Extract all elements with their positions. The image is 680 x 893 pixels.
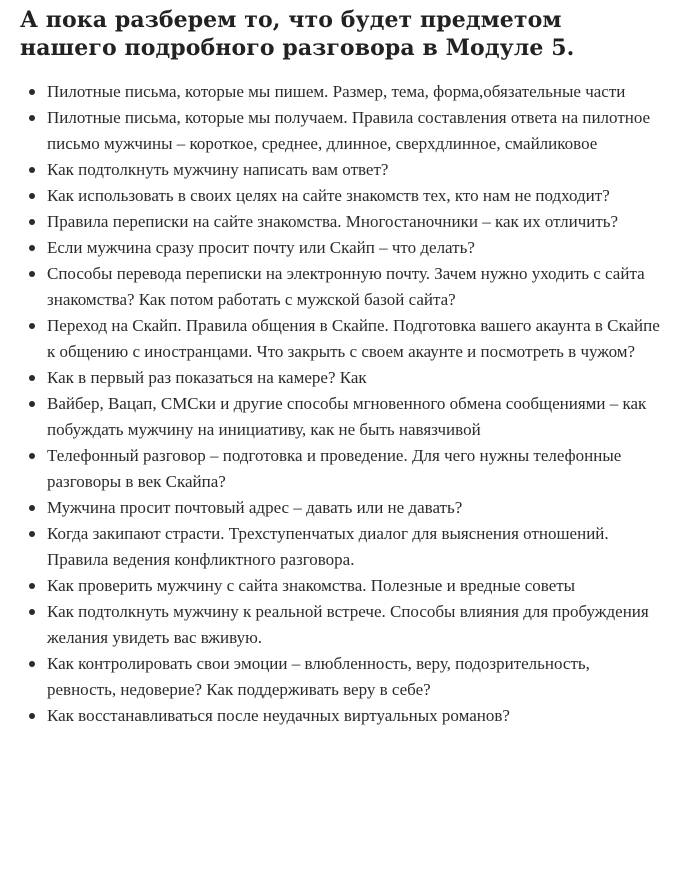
bullet-icon	[29, 115, 35, 121]
list-item	[20, 521, 662, 573]
list-item-text: Пилотные письма, которые мы пишем. Размер, тема, форма,обязательные части	[47, 82, 626, 101]
list-item-text: Если мужчина сразу просит почту или Скайп – что делать?	[47, 238, 475, 257]
bullet-icon	[29, 713, 35, 719]
list-item	[20, 183, 662, 209]
bullet-icon	[29, 583, 35, 589]
list-item	[20, 209, 662, 235]
bullet-icon	[29, 323, 35, 329]
list-item-text: Когда закипают страсти. Трехступенчатых диалог для выяснения отношений. Правила ведения конфликтного разговора.	[47, 524, 609, 569]
bullet-icon	[29, 89, 35, 95]
list-item-text: Как проверить мужчину с сайта знакомства. Полезные и вредные советы	[47, 576, 576, 595]
bullet-icon	[29, 505, 35, 511]
bullet-icon	[29, 167, 35, 173]
list-item-text: Пилотные письма, которые мы получаем. Правила составления ответа на пилотное письмо мужчины – короткое, среднее, длинное, сверхдлинное, смайликовое	[47, 108, 651, 153]
section-heading: А пока разберем то, что будет предметом нашего подробного разговора в Модуле 5.	[20, 7, 575, 61]
bullet-icon	[29, 453, 35, 459]
list-item	[20, 703, 662, 729]
list-item-text: Способы перевода переписки на электронную почту. Зачем нужно уходить с сайта знакомства? Как потом работать с мужской базой сайта?	[47, 264, 645, 309]
list-item-text: Мужчина просит почтовый адрес – давать или не давать?	[47, 498, 463, 517]
topic-list	[20, 79, 662, 729]
list-item-text: Как восстанавливаться после неудачных виртуальных романов?	[47, 706, 510, 725]
bullet-icon	[29, 219, 35, 225]
list-item-text: Как подтолкнуть мужчину написать вам ответ?	[47, 160, 389, 179]
list-item-text: Переход на Скайп. Правила общения в Скайпе. Подготовка вашего акаунта в Скайпе к общению с иностранцами. Что закрыть с своем акаунте и посмотреть в чужом?	[47, 316, 660, 361]
list-item	[20, 365, 662, 391]
list-item	[20, 599, 662, 651]
list-item-text: Как подтолкнуть мужчину к реальной встрече. Способы влияния для пробуждения желания увидеть вас вживую.	[47, 602, 649, 647]
list-item	[20, 79, 662, 105]
list-item-text: Телефонный разговор – подготовка и проведение. Для чего нужны телефонные разговоры в век Скайпа?	[47, 446, 622, 491]
bullet-icon	[29, 609, 35, 615]
bullet-icon	[29, 401, 35, 407]
bullet-icon	[29, 193, 35, 199]
list-item-text: Как использовать в своих целях на сайте знакомств тех, кто нам не подходит?	[47, 186, 610, 205]
list-item	[20, 157, 662, 183]
list-item-text: Как контролировать свои эмоции – влюбленность, веру, подозрительность, ревность, недоверие? Как поддерживать веру в себе?	[47, 654, 590, 699]
list-item	[20, 443, 662, 495]
list-item-text: Как в первый раз показаться на камере? Как	[47, 368, 367, 387]
bullet-icon	[29, 245, 35, 251]
list-item-text: Вайбер, Вацап, СМСки и другие способы мгновенного обмена сообщениями – как побуждать мужчину на инициативу, как не быть навязчивой	[47, 394, 647, 439]
bullet-icon	[29, 271, 35, 277]
list-item	[20, 313, 662, 365]
list-item	[20, 651, 662, 703]
list-item	[20, 261, 662, 313]
list-item	[20, 573, 662, 599]
list-item	[20, 391, 662, 443]
bullet-icon	[29, 531, 35, 537]
list-item	[20, 495, 662, 521]
list-item	[20, 235, 662, 261]
bullet-icon	[29, 661, 35, 667]
list-item	[20, 105, 662, 157]
list-item-text: Правила переписки на сайте знакомства. Многостаночники – как их отличить?	[47, 212, 619, 231]
bullet-icon	[29, 375, 35, 381]
